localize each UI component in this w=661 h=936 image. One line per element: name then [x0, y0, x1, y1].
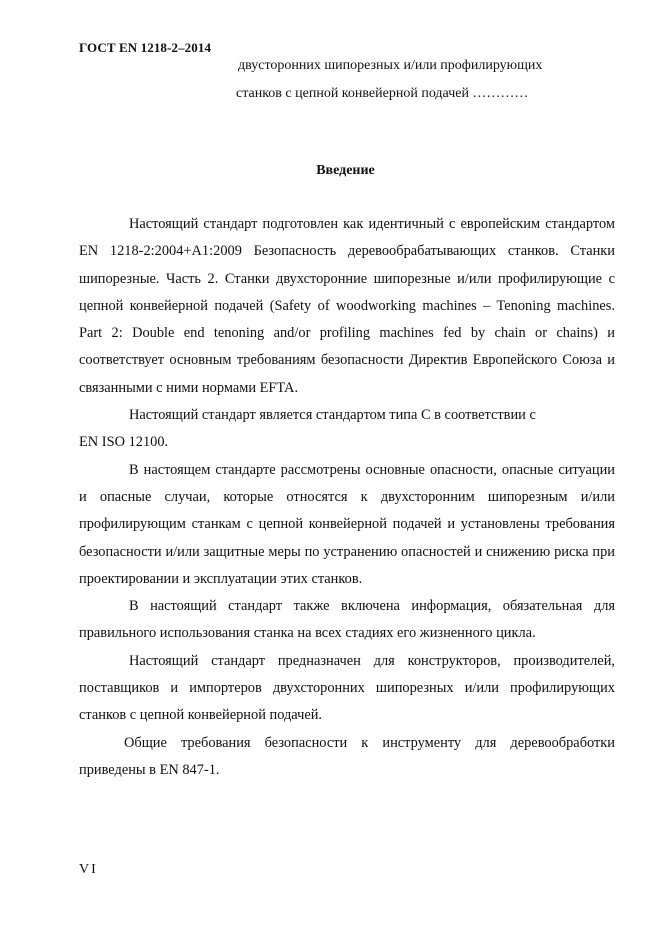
- page-number: VI: [79, 862, 98, 877]
- paragraph-standard-type: Настоящий стандарт является стандартом типа С в соответствии с: [129, 407, 536, 424]
- paragraph-tool-requirements: Общие требования безопасности к инструменту для деревообработки приведены в EN 847-1.: [79, 734, 615, 778]
- paragraph-scope: В настоящем стандарте рассмотрены основные опасности, опасные ситуации и опасные случаи, которые относятся к двухсторонним шипорезным и/или профилирующим станкам с цепной конвейерной подачей и установлены требования безопасности и/или защитные меры по устранению опасностей и снижению риска при проектировании и эксплуатации этих станков.: [79, 461, 615, 587]
- introduction-body: [79, 211, 615, 784]
- paragraph-audience: Настоящий стандарт предназначен для конструкторов, производителей, поставщиков и импортеров двухсторонних шипорезных и/или профилирующих станков с цепной конвейерной подачей.: [79, 652, 615, 724]
- paragraph-standard-type-reference: EN ISO 12100.: [79, 434, 169, 451]
- paragraph-standard-origin: Настоящий стандарт подготовлен как идентичный с европейским стандартом EN 1218-2:2004+A1:2009 Безопасность деревообрабатывающих станков. Станки шипорезные. Часть 2. Станки двухсторонние шипорезные и/или профилирующие с цепной конвейерной подачей (Safety of woodworking machines – Tenoning machines. Part 2: Double end tenoning and/or profiling machines fed by chain or chains) и соответствует основным требованиям безопасности Директив Европейского Союза и связанными с ними нормами EFTA.: [79, 216, 615, 396]
- paragraph-information: В настоящий стандарт также включена информация, обязательная для правильного использования станка на всех стадиях его жизненного цикла.: [79, 598, 615, 642]
- section-title: Введение: [316, 163, 375, 178]
- toc-entry-line-1: двусторонних шипорезных и/или профилирующих: [238, 58, 543, 73]
- standard-code-header: ГОСТ EN 1218-2–2014: [79, 40, 212, 55]
- toc-entry-line-2: станков с цепной конвейерной подачей …………: [236, 86, 529, 101]
